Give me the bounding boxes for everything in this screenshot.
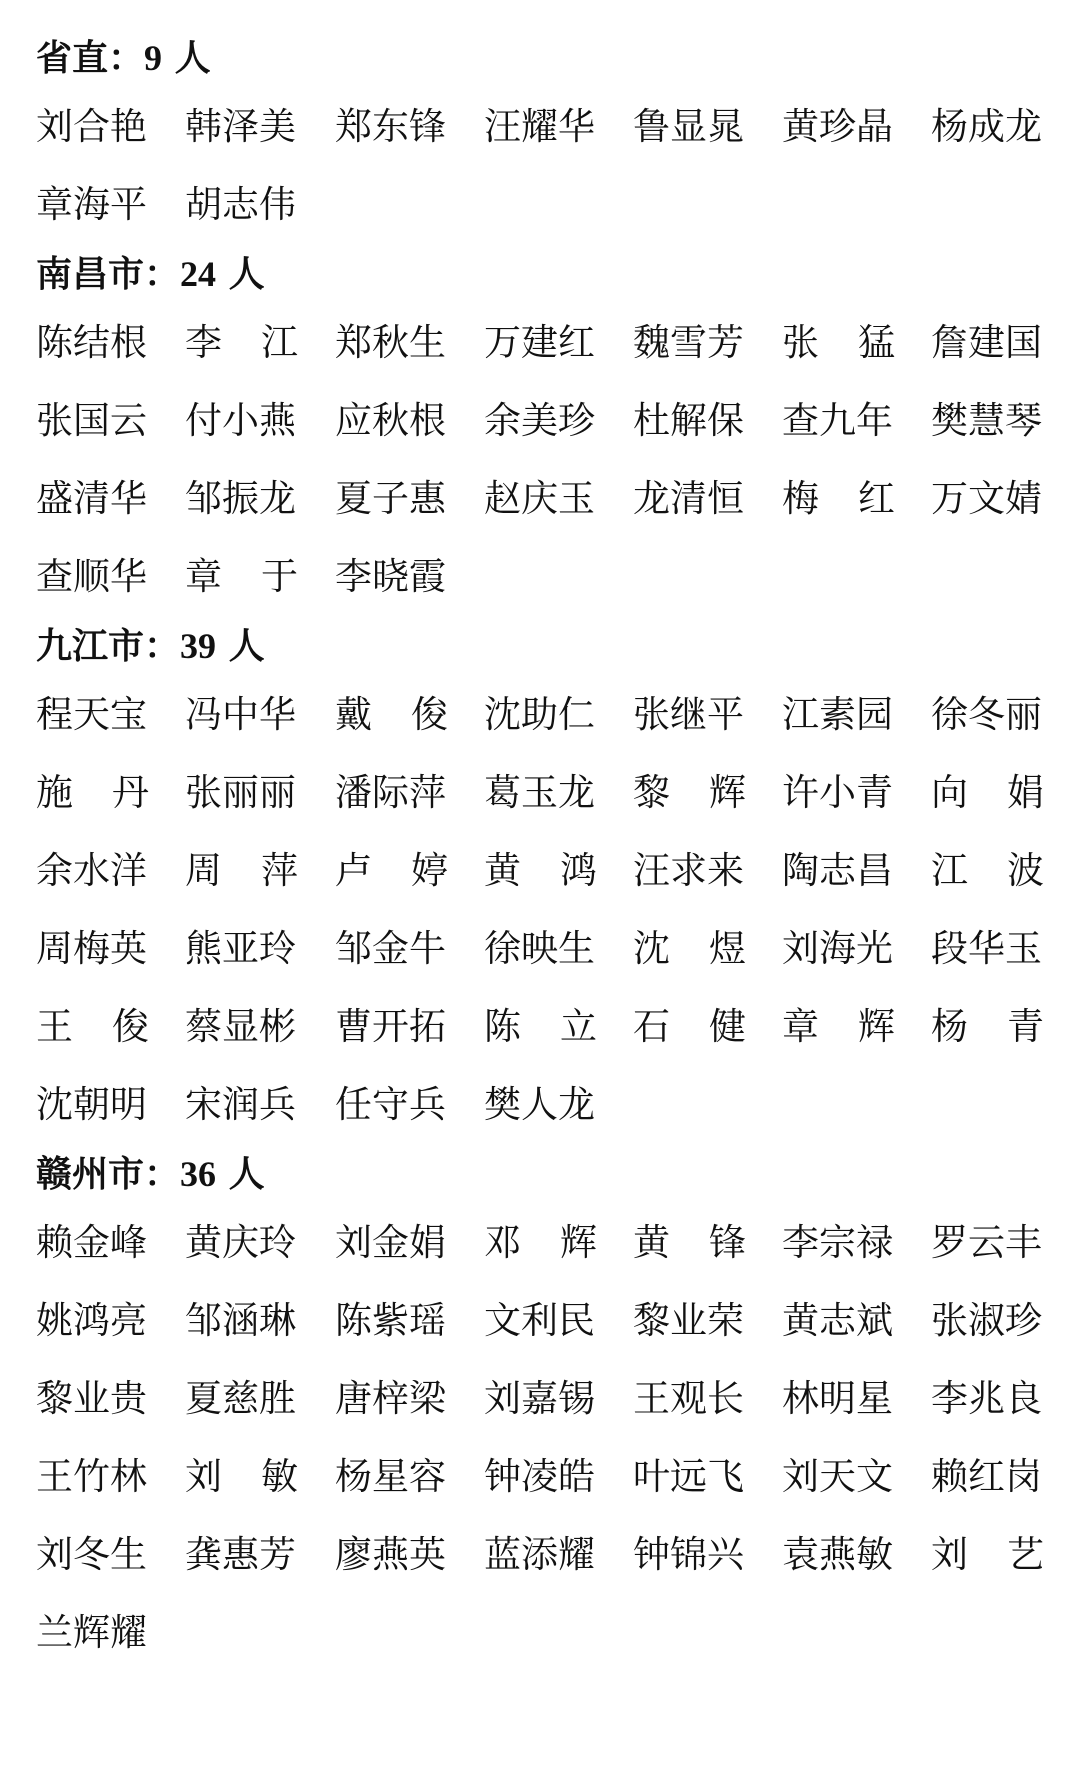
person-name: 黎业荣	[633, 1299, 744, 1342]
person-name-part: 章	[185, 555, 222, 598]
person-name: 杨成龙	[931, 105, 1042, 148]
person-name: 姚鸿亮	[36, 1299, 147, 1342]
person-name-part: 梅	[782, 477, 819, 520]
person-name	[633, 1204, 746, 1282]
person-name: 黎业贵	[36, 1377, 147, 1420]
person-name: 郑秋生	[335, 321, 446, 364]
section-count-unit: 人	[228, 1153, 265, 1195]
person-name: 黄庆玲	[185, 1221, 296, 1264]
person-name-part: 立	[560, 1005, 597, 1048]
section-count: 36	[180, 1154, 217, 1194]
person-name: 魏雪芳	[633, 321, 744, 364]
section-count-unit: 人	[228, 253, 265, 295]
person-name: 汪耀华	[484, 105, 595, 148]
person-name: 陶志昌	[782, 849, 893, 892]
person-name-part: 俊	[112, 1005, 149, 1048]
person-name-part: 刘	[931, 1533, 968, 1576]
person-name-part: 杨	[931, 1005, 968, 1048]
person-name: 周梅英	[36, 927, 147, 970]
name-row	[0, 676, 1080, 754]
person-name: 王竹林	[36, 1455, 147, 1498]
person-name-part: 红	[858, 477, 895, 520]
section-count-unit: 人	[174, 37, 211, 79]
person-name: 徐映生	[484, 927, 595, 970]
person-name-part: 黄	[484, 849, 521, 892]
section-heading	[36, 616, 265, 676]
person-name	[185, 1438, 298, 1516]
person-name: 程天宝	[36, 693, 147, 736]
section-title: 赣州市：	[36, 1153, 181, 1195]
person-name: 夏慈胜	[185, 1377, 296, 1420]
person-name-part: 敏	[261, 1455, 298, 1498]
person-name: 罗云丰	[931, 1221, 1042, 1264]
person-name: 章海平	[36, 183, 147, 226]
person-name: 余美珍	[484, 399, 595, 442]
person-name: 刘海光	[782, 927, 893, 970]
person-name: 黄志斌	[782, 1299, 893, 1342]
person-name: 黄珍晶	[782, 105, 893, 148]
person-name: 张国云	[36, 399, 147, 442]
section-heading	[36, 244, 265, 304]
person-name: 邹涵琳	[185, 1299, 296, 1342]
person-name	[633, 988, 746, 1066]
person-name: 许小青	[782, 771, 893, 814]
person-name-part: 张	[782, 321, 819, 364]
person-name-part: 鸿	[560, 849, 597, 892]
person-name-part: 施	[36, 771, 73, 814]
person-name-part: 石	[633, 1005, 670, 1048]
person-name: 詹建国	[931, 321, 1042, 364]
person-name: 沈助仁	[484, 693, 595, 736]
person-name: 赖红岗	[931, 1455, 1042, 1498]
person-name: 龚惠芳	[185, 1533, 296, 1576]
person-name: 万建红	[484, 321, 595, 364]
person-name: 兰辉耀	[36, 1611, 147, 1654]
person-name-part: 青	[1007, 1005, 1044, 1048]
name-row	[0, 1204, 1080, 1282]
name-row	[0, 754, 1080, 832]
person-name	[335, 832, 448, 910]
person-name: 蔡显彬	[185, 1005, 296, 1048]
person-name: 夏子惠	[335, 477, 446, 520]
person-name: 李宗禄	[782, 1221, 893, 1264]
person-name: 廖燕英	[335, 1533, 446, 1576]
person-name	[484, 1204, 597, 1282]
person-name: 张丽丽	[185, 771, 296, 814]
person-name: 蓝添耀	[484, 1533, 595, 1576]
person-name-part: 煜	[709, 927, 746, 970]
person-name-part: 辉	[709, 771, 746, 814]
name-row	[0, 304, 1080, 382]
person-name: 文利民	[484, 1299, 595, 1342]
person-name: 宋润兵	[185, 1083, 296, 1126]
person-name: 袁燕敏	[782, 1533, 893, 1576]
person-name-part: 向	[931, 771, 968, 814]
person-name: 李兆良	[931, 1377, 1042, 1420]
name-row	[0, 382, 1080, 460]
person-name-part: 于	[261, 555, 298, 598]
person-name-part: 黄	[633, 1221, 670, 1264]
person-name: 汪求来	[633, 849, 744, 892]
person-name-part: 沈	[633, 927, 670, 970]
person-name: 王观长	[633, 1377, 744, 1420]
section-count: 24	[180, 254, 217, 294]
person-name: 盛清华	[36, 477, 147, 520]
person-name: 陈紫瑶	[335, 1299, 446, 1342]
person-name: 杨星容	[335, 1455, 446, 1498]
person-name	[782, 460, 895, 538]
person-name: 付小燕	[185, 399, 296, 442]
person-name: 钟凌皓	[484, 1455, 595, 1498]
person-name-part: 猛	[858, 321, 895, 364]
person-name-part: 波	[1007, 849, 1044, 892]
person-name: 叶远飞	[633, 1455, 744, 1498]
person-name	[185, 538, 298, 616]
name-row	[0, 460, 1080, 538]
person-name: 应秋根	[335, 399, 446, 442]
person-name: 张淑珍	[931, 1299, 1042, 1342]
person-name-part: 王	[36, 1005, 73, 1048]
person-name: 徐冬丽	[931, 693, 1042, 736]
person-name: 张继平	[633, 693, 744, 736]
section-title: 省直：	[36, 37, 145, 79]
person-name: 段华玉	[931, 927, 1042, 970]
person-name	[782, 304, 895, 382]
person-name: 鲁显晁	[633, 105, 744, 148]
person-name-part: 江	[931, 849, 968, 892]
person-name-part: 卢	[335, 849, 372, 892]
person-name: 郑东锋	[335, 105, 446, 148]
person-name-part: 辉	[858, 1005, 895, 1048]
person-name: 韩泽美	[185, 105, 296, 148]
section-heading	[36, 28, 211, 88]
person-name: 樊人龙	[484, 1083, 595, 1126]
person-name: 林明星	[782, 1377, 893, 1420]
section-heading	[36, 1144, 265, 1204]
name-row	[0, 1360, 1080, 1438]
person-name: 熊亚玲	[185, 927, 296, 970]
person-name	[633, 754, 746, 832]
person-name: 赵庆玉	[484, 477, 595, 520]
section-title: 九江市：	[36, 625, 181, 667]
person-name: 胡志伟	[185, 183, 296, 226]
name-row	[0, 1066, 1080, 1144]
person-name: 潘际萍	[335, 771, 446, 814]
person-name-part: 娟	[1007, 771, 1044, 814]
person-name	[484, 832, 597, 910]
person-name	[782, 988, 895, 1066]
person-name-part: 刘	[185, 1455, 222, 1498]
person-name: 查顺华	[36, 555, 147, 598]
person-name: 刘嘉锡	[484, 1377, 595, 1420]
person-name	[484, 988, 597, 1066]
person-name-part: 黎	[633, 771, 670, 814]
person-name: 刘冬生	[36, 1533, 147, 1576]
person-name-part: 章	[782, 1005, 819, 1048]
person-name: 刘天文	[782, 1455, 893, 1498]
person-name-part: 周	[185, 849, 222, 892]
person-name: 沈朝明	[36, 1083, 147, 1126]
person-name-part: 邓	[484, 1221, 521, 1264]
person-name: 余水洋	[36, 849, 147, 892]
person-name-part: 健	[709, 1005, 746, 1048]
person-name: 龙清恒	[633, 477, 744, 520]
person-name: 李晓霞	[335, 555, 446, 598]
person-name	[931, 832, 1044, 910]
person-name-part: 辉	[560, 1221, 597, 1264]
person-name-part: 艺	[1007, 1533, 1044, 1576]
person-name-part: 戴	[335, 693, 372, 736]
section-title: 南昌市：	[36, 253, 181, 295]
person-name: 查九年	[782, 399, 893, 442]
section-count: 9	[144, 38, 163, 78]
person-name: 杜解保	[633, 399, 744, 442]
name-row	[0, 88, 1080, 166]
person-name: 刘金娟	[335, 1221, 446, 1264]
name-row	[0, 832, 1080, 910]
person-name-part: 李	[185, 321, 222, 364]
person-name: 邹振龙	[185, 477, 296, 520]
person-name	[185, 832, 298, 910]
person-name: 邹金牛	[335, 927, 446, 970]
person-name-part: 江	[261, 321, 298, 364]
person-name: 赖金峰	[36, 1221, 147, 1264]
person-name	[36, 754, 149, 832]
person-name: 任守兵	[335, 1083, 446, 1126]
person-name: 刘合艳	[36, 105, 147, 148]
person-name: 万文婧	[931, 477, 1042, 520]
person-name: 樊慧琴	[931, 399, 1042, 442]
person-name	[185, 304, 298, 382]
person-name-part: 萍	[261, 849, 298, 892]
name-row	[0, 988, 1080, 1066]
person-name	[931, 988, 1044, 1066]
person-name	[335, 676, 448, 754]
name-row	[0, 910, 1080, 988]
person-name	[36, 988, 149, 1066]
person-name-part: 婷	[411, 849, 448, 892]
name-row	[0, 1438, 1080, 1516]
person-name: 冯中华	[185, 693, 296, 736]
person-name-part: 锋	[709, 1221, 746, 1264]
name-row	[0, 166, 1080, 244]
person-name-part: 丹	[112, 771, 149, 814]
person-name-part: 陈	[484, 1005, 521, 1048]
person-name	[931, 1516, 1044, 1594]
person-name: 陈结根	[36, 321, 147, 364]
name-row	[0, 1282, 1080, 1360]
person-name-part: 俊	[411, 693, 448, 736]
name-row	[0, 538, 1080, 616]
section-count: 39	[180, 626, 217, 666]
section-count-unit: 人	[228, 625, 265, 667]
name-row	[0, 1516, 1080, 1594]
name-row	[0, 1594, 1080, 1672]
person-name	[633, 910, 746, 988]
person-name: 葛玉龙	[484, 771, 595, 814]
person-name: 曹开拓	[335, 1005, 446, 1048]
person-name: 江素园	[782, 693, 893, 736]
person-name	[931, 754, 1044, 832]
person-name: 钟锦兴	[633, 1533, 744, 1576]
person-name: 唐梓梁	[335, 1377, 446, 1420]
